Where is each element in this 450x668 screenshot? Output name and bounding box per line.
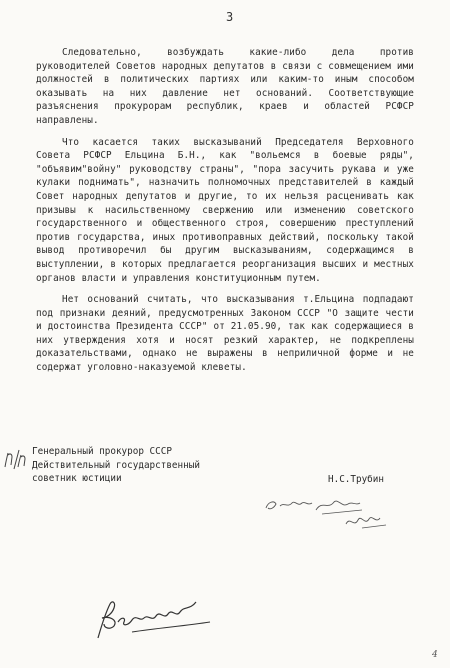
page-number: 3: [226, 10, 234, 24]
signatory-title-line-3: советник юстиции: [32, 473, 122, 485]
signature-block: [32, 445, 292, 486]
signatory-name: Н.С.Трубин: [328, 474, 384, 485]
signatory-title-line-1: Генеральный прокурор СССР: [32, 446, 172, 457]
paragraph-2: Что касается таких высказываний Председателя Верховного Совета РСФСР Ельцина Б.Н., как "вольемся в боевые ряды", "объявим"войну" руководству страны", "пора засучить рукава и уже кулаки поднимать", назначить полномочных представителей в каждый Совет народных депутатов и другие, то их нельзя расценивать как призывы к насильственному свержению или изменению советского государственного и общественного строя, совершению преступлений против государства, иных противоправных действий, поскольку такой вывод противоречил бы другим высказываниям, содержащимся в выступлении, в которых предлагается реорганизация высших и местных органов власти и управления конституционным путем.: [36, 136, 414, 284]
handwritten-notation: [262, 494, 392, 534]
document-body: [36, 46, 414, 383]
margin-handwritten-mark: [2, 447, 28, 473]
handwritten-signature: [88, 592, 218, 642]
paragraph-3: Нет оснований считать, что высказывания т.Ельцина подпадают под признаки деяний, предусмотренных Законом СССР "О защите чести и достоинства Президента СССР" от 21.05.90, так как содержащиеся в них утверждения хотя и носят резкий характер, не подкреплены доказательствами, однако не выражены в неприличной форме и не содержат уголовно-наказуемой клеветы.: [36, 294, 414, 374]
paragraph-1: Следовательно, возбуждать какие-либо дела против руководителей Советов народных депутатов в связи с совмещением ими должностей в политических партиях или каким-то иным способом оказывать на них давление нет оснований. Соответствующие разъяснения прокурорам республик, краев и областей РСФСР направлены.: [36, 47, 414, 126]
corner-handwritten-number: 4: [432, 650, 438, 660]
signatory-title-line-2: Действительный государственный: [32, 459, 200, 471]
